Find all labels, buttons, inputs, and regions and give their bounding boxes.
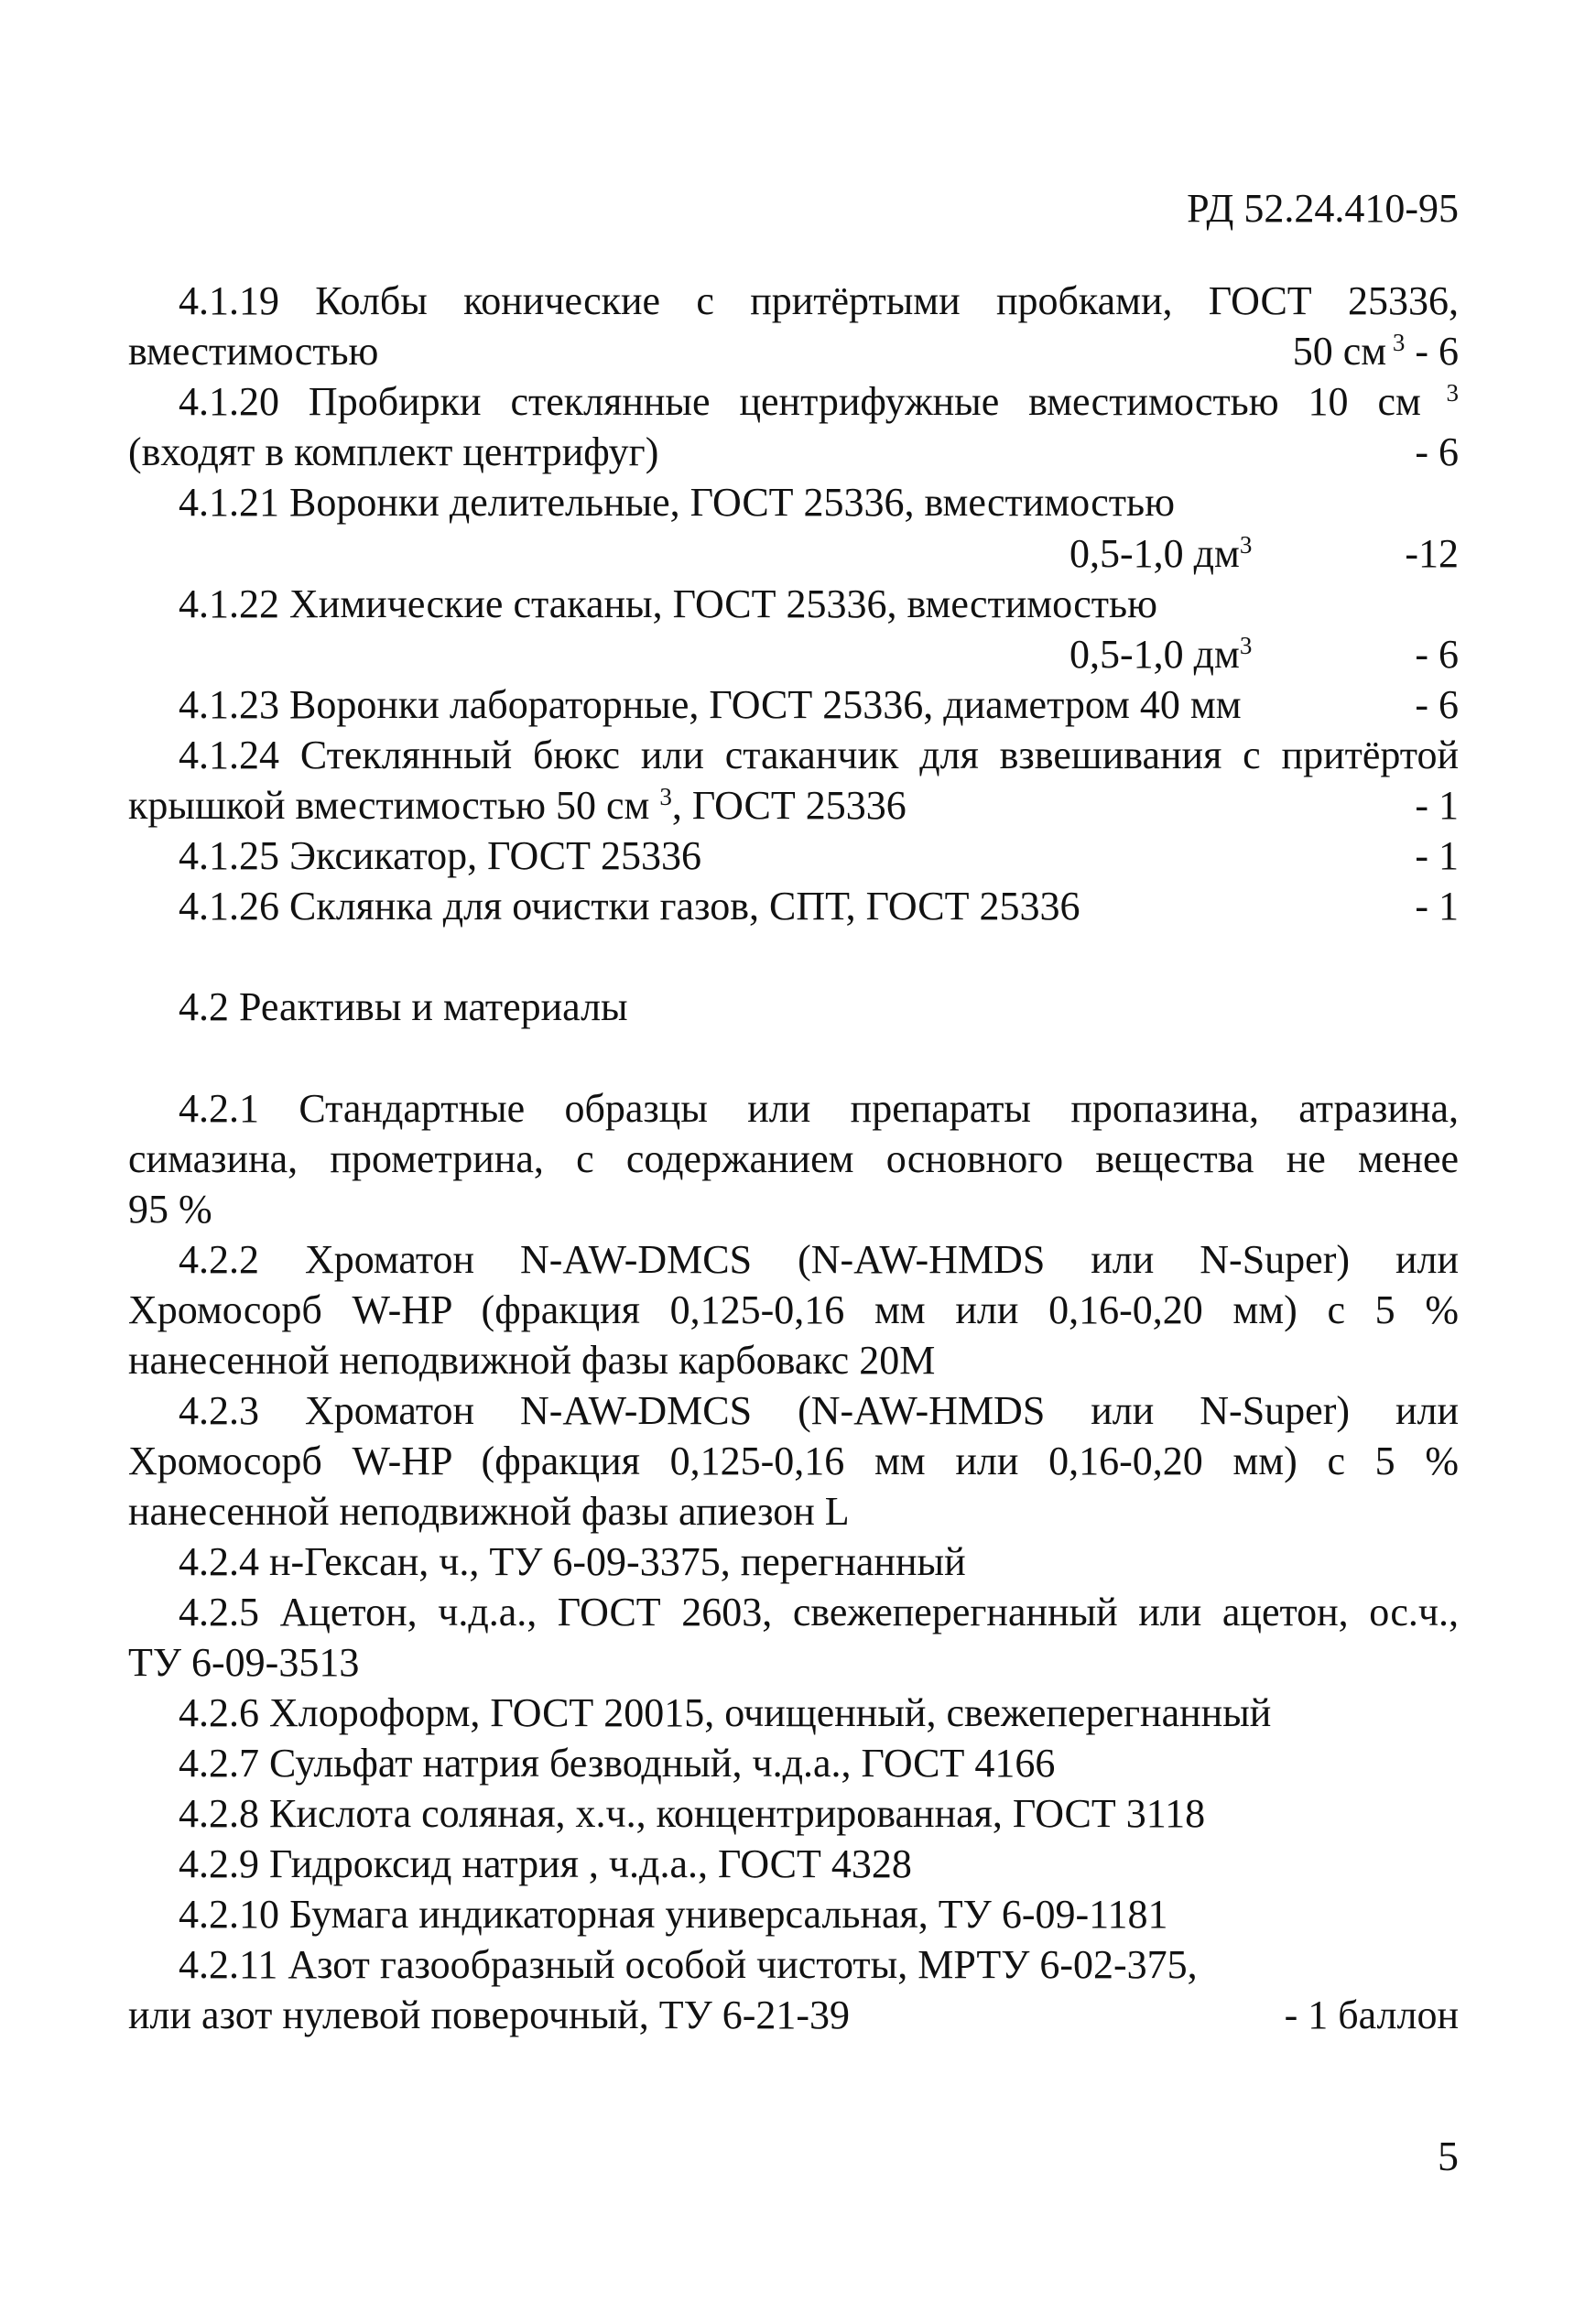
item-4-2-2-line2: Хромосорб W-HP (фракция 0,125-0,16 мм или 0,16-0,20 мм) с 5 % (128, 1287, 1459, 1332)
item-4-2-7: 4.2.7 Сульфат натрия безводный, ч.д.а., ГОСТ 4166 (179, 1741, 1056, 1786)
item-4-2-8: 4.2.8 Кислота соляная, х.ч., концентрированная, ГОСТ 3118 (179, 1791, 1206, 1836)
item-4-2-4: 4.2.4 н-Гексан, ч., ТУ 6-09-3375, перегнанный (179, 1539, 966, 1584)
item-4-2-11-line1: 4.2.11 Азот газообразный особой чистоты, МРТУ 6-02-375, (179, 1942, 1198, 1987)
item-4-1-22-line1: 4.1.22 Химические стаканы, ГОСТ 25336, вместимостью (179, 581, 1157, 626)
item-4-2-9: 4.2.9 Гидроксид натрия , ч.д.а., ГОСТ 4328 (179, 1841, 912, 1886)
item-4-2-10: 4.2.10 Бумага индикаторная универсальная, ТУ 6-09-1181 (179, 1892, 1168, 1937)
item-4-1-21-quantity: -12 (1405, 531, 1459, 576)
item-4-2-5-line1: 4.2.5 Ацетон, ч.д.а., ГОСТ 2603, свежеперегнанный или ацетон, ос.ч., (179, 1590, 1459, 1634)
item-4-1-24-quantity: - 1 (1415, 783, 1459, 828)
section-heading-4-2: 4.2 Реактивы и материалы (179, 984, 628, 1029)
item-4-2-2-line3: нанесенной неподвижной фазы карбовакс 20М (128, 1338, 936, 1383)
item-4-1-23-line1: 4.1.23 Воронки лабораторные, ГОСТ 25336, диаметром 40 мм (179, 682, 1242, 727)
item-4-2-3-line3: нанесенной неподвижной фазы апиезон L (128, 1489, 850, 1534)
item-4-1-22-quantity: - 6 (1415, 632, 1459, 677)
item-4-2-1-line2: симазина, прометрина, с содержанием основного вещества не менее (128, 1136, 1459, 1181)
item-4-2-11-quantity: - 1 баллон (1284, 1993, 1459, 2037)
item-4-2-5-line2: ТУ 6-09-3513 (128, 1640, 360, 1685)
item-4-2-3-line2: Хромосорб W-HP (фракция 0,125-0,16 мм или 0,16-0,20 мм) с 5 % (128, 1439, 1459, 1483)
page-number: 5 (1438, 2133, 1459, 2179)
item-4-2-11-line2: или азот нулевой поверочный, ТУ 6-21-39 (128, 1993, 851, 2037)
item-4-1-20-quantity: - 6 (1415, 429, 1459, 474)
item-4-1-21-line1: 4.1.21 Воронки делительные, ГОСТ 25336, вместимостью (179, 480, 1175, 525)
item-4-1-26-quantity: - 1 (1415, 884, 1459, 928)
item-4-1-19-quantity: 50 см $^3$ - 6 (1292, 329, 1459, 374)
item-4-1-26-line1: 4.1.26 Склянка для очистки газов, СПТ, ГОСТ 25336 (179, 884, 1080, 928)
item-4-1-25-line1: 4.1.25 Эксикатор, ГОСТ 25336 (179, 833, 702, 878)
item-4-2-1-line1: 4.2.1 Стандартные образцы или препараты пропазина, атразина, (179, 1086, 1459, 1131)
item-4-2-2-line1: 4.2.2 Хроматон N-AW-DMCS (N-AW-HMDS или N-Super) или (179, 1237, 1459, 1282)
item-4-1-24-line2: крышкой вместимостью 50 см $^3$, ГОСТ 25336 (128, 783, 907, 828)
item-4-1-24-line1: 4.1.24 Стеклянный бюкс или стаканчик для взвешивания с притёртой (179, 733, 1459, 777)
item-4-1-19-line1: 4.1.19 Колбы конические с притёртыми пробками, ГОСТ 25336, (179, 278, 1459, 323)
item-4-1-25-quantity: - 1 (1415, 833, 1459, 878)
item-4-2-3-line1: 4.2.3 Хроматон N-AW-DMCS (N-AW-HMDS или N-Super) или (179, 1388, 1459, 1433)
item-4-2-6: 4.2.6 Хлороформ, ГОСТ 20015, очищенный, свежеперегнанный (179, 1690, 1272, 1735)
item-4-1-23-quantity: - 6 (1415, 682, 1459, 727)
item-4-1-20-line1: 4.1.20 Пробирки стеклянные центрифужные вместимостью 10 см $^3$ (179, 379, 1459, 424)
document-code: РД 52.24.410-95 (1187, 186, 1459, 231)
item-4-1-21-range: 0,5-1,0 $дм^3$ (1069, 531, 1253, 576)
item-4-1-20-line2: (входят в комплект центрифуг) (128, 429, 659, 474)
item-4-1-22-range: 0,5-1,0 $дм^3$ (1069, 632, 1253, 677)
item-4-1-19-line2: вместимостью (128, 329, 379, 374)
item-4-2-1-line3: 95 % (128, 1187, 212, 1232)
